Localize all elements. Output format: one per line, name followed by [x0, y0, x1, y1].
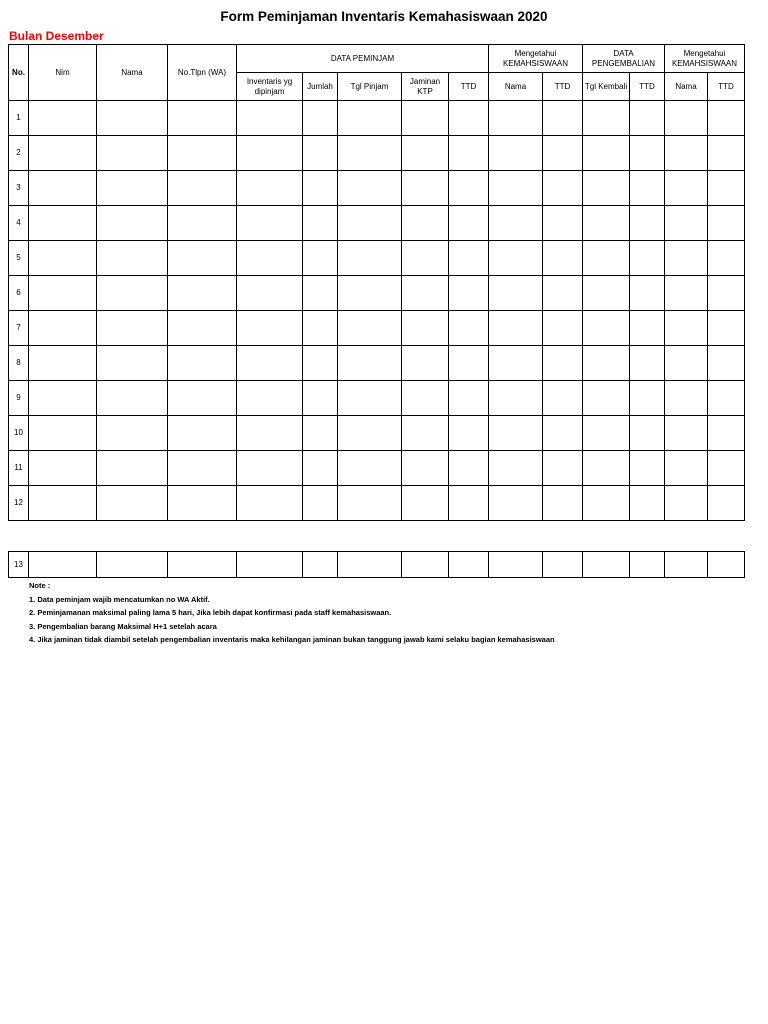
row-number: 12: [9, 486, 29, 521]
cell-ttd-4[interactable]: [708, 346, 745, 381]
cell-nama-1[interactable]: [489, 206, 543, 241]
cell-tgl-pinjam[interactable]: [338, 311, 402, 346]
cell-nama-2[interactable]: [665, 276, 708, 311]
cell-tgl-kembali[interactable]: [583, 276, 630, 311]
cell-nama-2[interactable]: [665, 346, 708, 381]
cell-ttd-1[interactable]: [449, 451, 489, 486]
header-nama-1: Nama: [489, 73, 543, 101]
table-row: [9, 451, 745, 486]
cell-ttd-2[interactable]: [543, 486, 583, 521]
cell-jaminan[interactable]: [402, 311, 449, 346]
cell-nama[interactable]: [97, 381, 168, 416]
cell-jaminan[interactable]: [402, 136, 449, 171]
cell-ttd-4[interactable]: [708, 416, 745, 451]
cell-jumlah[interactable]: [303, 311, 338, 346]
cell-nama-2[interactable]: [665, 206, 708, 241]
cell-tgl-kembali[interactable]: [583, 206, 630, 241]
extra-row-table: [8, 551, 745, 578]
cell-inventaris[interactable]: [237, 206, 303, 241]
cell-nama-1[interactable]: [489, 451, 543, 486]
note-item: 1. Data peminjam wajib mencatumkan no WA Aktif.: [29, 594, 210, 604]
cell-tgl-pinjam[interactable]: [338, 416, 402, 451]
row-number: 9: [9, 381, 29, 416]
cell-nama-1[interactable]: [489, 136, 543, 171]
cell-nama[interactable]: [97, 171, 168, 206]
cell-nim[interactable]: [29, 486, 97, 521]
cell-tgl-pinjam[interactable]: [338, 206, 402, 241]
cell-nama[interactable]: [97, 136, 168, 171]
cell-tlpn[interactable]: [168, 486, 237, 521]
note-item: 2. Peminjamanan maksimal paling lama 5 hari, Jika lebih dapat konfirmasi pada staff kemahasiswaan.: [29, 608, 392, 617]
cell-ttd-4[interactable]: [708, 241, 745, 276]
cell-jumlah[interactable]: [303, 346, 338, 381]
loan-form-table: [8, 44, 745, 521]
cell-ttd-1[interactable]: [449, 381, 489, 416]
cell-ttd-4[interactable]: [708, 276, 745, 311]
cell-tgl-pinjam[interactable]: [338, 486, 402, 521]
cell-nama-1[interactable]: [489, 171, 543, 206]
cell-ttd-3[interactable]: [630, 136, 665, 171]
cell-nama[interactable]: [97, 346, 168, 381]
notes-label: Note :: [29, 581, 51, 590]
cell-tgl-pinjam[interactable]: [338, 381, 402, 416]
cell-tgl-kembali[interactable]: [583, 136, 630, 171]
cell-nim[interactable]: [29, 171, 97, 206]
table-row: [9, 486, 745, 521]
cell-inventaris[interactable]: [237, 136, 303, 171]
cell-inventaris[interactable]: [237, 416, 303, 451]
header-no: No.: [9, 45, 29, 101]
cell-ttd-2[interactable]: [543, 311, 583, 346]
cell-ttd-2[interactable]: [543, 136, 583, 171]
cell-ttd-2[interactable]: [543, 381, 583, 416]
cell-nama[interactable]: [97, 311, 168, 346]
cell-nama-2[interactable]: [665, 451, 708, 486]
month-label: Bulan Desember: [9, 29, 104, 43]
cell-jumlah[interactable]: [303, 136, 338, 171]
table-row: [9, 311, 745, 346]
cell-nama-2[interactable]: [665, 136, 708, 171]
cell-ttd-1[interactable]: [449, 416, 489, 451]
cell-tgl-kembali[interactable]: [583, 381, 630, 416]
cell-inventaris[interactable]: [237, 101, 303, 136]
cell-nama-2[interactable]: [665, 416, 708, 451]
cell-tgl-kembali[interactable]: [583, 311, 630, 346]
cell-ttd-1[interactable]: [449, 311, 489, 346]
header-ttd-3: TTD: [630, 73, 665, 101]
row-number: 10: [9, 416, 29, 451]
header-mengetahui-1: Mengetahui KEMAHSISWAAN: [489, 45, 583, 73]
cell-jaminan[interactable]: [402, 552, 449, 578]
table-row: [9, 101, 745, 136]
cell-inventaris[interactable]: [237, 346, 303, 381]
cell-jaminan[interactable]: [402, 206, 449, 241]
cell-nama-2[interactable]: [665, 552, 708, 578]
cell-ttd-3[interactable]: [630, 416, 665, 451]
cell-tlpn[interactable]: [168, 171, 237, 206]
cell-tgl-kembali[interactable]: [583, 416, 630, 451]
header-ttd-4: TTD: [708, 73, 745, 101]
cell-nama-2[interactable]: [665, 101, 708, 136]
cell-ttd-3[interactable]: [630, 206, 665, 241]
cell-nim[interactable]: [29, 552, 97, 578]
header-tgl-pinjam: Tgl Pinjam: [338, 73, 402, 101]
table-row: [9, 381, 745, 416]
header-tlpn: No.Tlpn (WA): [168, 45, 237, 101]
cell-ttd-4[interactable]: [708, 171, 745, 206]
cell-nim[interactable]: [29, 346, 97, 381]
table-row: [9, 276, 745, 311]
cell-jaminan[interactable]: [402, 381, 449, 416]
row-number: 5: [9, 241, 29, 276]
cell-nim[interactable]: [29, 206, 97, 241]
table-row: [9, 206, 745, 241]
row-number: 11: [9, 451, 29, 486]
note-item: 4. Jika jaminan tidak diambil setelah pengembalian inventaris maka kehilangan jaminan bukan tanggung jawab kami selaku bagian kemahasiswaan: [29, 635, 555, 644]
cell-ttd-4[interactable]: [708, 552, 745, 578]
cell-ttd-1[interactable]: [449, 241, 489, 276]
cell-nama-1[interactable]: [489, 552, 543, 578]
cell-nim[interactable]: [29, 311, 97, 346]
cell-inventaris[interactable]: [237, 486, 303, 521]
cell-ttd-3[interactable]: [630, 171, 665, 206]
cell-ttd-2[interactable]: [543, 416, 583, 451]
cell-ttd-4[interactable]: [708, 381, 745, 416]
cell-jaminan[interactable]: [402, 171, 449, 206]
cell-nama-2[interactable]: [665, 381, 708, 416]
cell-jaminan[interactable]: [402, 241, 449, 276]
cell-nama-1[interactable]: [489, 241, 543, 276]
cell-tlpn[interactable]: [168, 136, 237, 171]
row-number: 7: [9, 311, 29, 346]
cell-tgl-kembali[interactable]: [583, 552, 630, 578]
cell-tgl-pinjam[interactable]: [338, 171, 402, 206]
cell-jumlah[interactable]: [303, 552, 338, 578]
row-number: 8: [9, 346, 29, 381]
cell-nama-2[interactable]: [665, 486, 708, 521]
cell-ttd-2[interactable]: [543, 171, 583, 206]
cell-tgl-pinjam[interactable]: [338, 276, 402, 311]
cell-nama-2[interactable]: [665, 171, 708, 206]
cell-tgl-kembali[interactable]: [583, 486, 630, 521]
cell-tlpn[interactable]: [168, 311, 237, 346]
cell-tlpn[interactable]: [168, 101, 237, 136]
cell-nama-1[interactable]: [489, 381, 543, 416]
cell-ttd-1[interactable]: [449, 136, 489, 171]
cell-nim[interactable]: [29, 451, 97, 486]
cell-jumlah[interactable]: [303, 381, 338, 416]
cell-tgl-kembali[interactable]: [583, 451, 630, 486]
table-row: [9, 416, 745, 451]
header-data-pengembalian: DATA PENGEMBALIAN: [583, 45, 665, 73]
cell-ttd-2[interactable]: [543, 206, 583, 241]
cell-jaminan[interactable]: [402, 451, 449, 486]
cell-ttd-3[interactable]: [630, 241, 665, 276]
cell-jaminan[interactable]: [402, 416, 449, 451]
cell-nama[interactable]: [97, 206, 168, 241]
row-number: 1: [9, 101, 29, 136]
cell-tlpn[interactable]: [168, 416, 237, 451]
cell-ttd-4[interactable]: [708, 451, 745, 486]
cell-ttd-2[interactable]: [543, 552, 583, 578]
cell-ttd-1[interactable]: [449, 171, 489, 206]
note-item: 3. Pengembalian barang Maksimal H+1 setelah acara: [29, 621, 217, 631]
cell-ttd-2[interactable]: [543, 346, 583, 381]
cell-tgl-pinjam[interactable]: [338, 346, 402, 381]
cell-ttd-3[interactable]: [630, 311, 665, 346]
cell-inventaris[interactable]: [237, 381, 303, 416]
cell-nama[interactable]: [97, 451, 168, 486]
header-ttd-2: TTD: [543, 73, 583, 101]
cell-ttd-1[interactable]: [449, 206, 489, 241]
cell-ttd-4[interactable]: [708, 136, 745, 171]
cell-jumlah[interactable]: [303, 416, 338, 451]
cell-ttd-3[interactable]: [630, 276, 665, 311]
row-number: 13: [9, 552, 29, 578]
cell-nim[interactable]: [29, 101, 97, 136]
cell-nama-2[interactable]: [665, 311, 708, 346]
cell-jumlah[interactable]: [303, 241, 338, 276]
table-row: [9, 136, 745, 171]
cell-ttd-4[interactable]: [708, 101, 745, 136]
header-nim: Nim: [29, 45, 97, 101]
cell-nama-1[interactable]: [489, 311, 543, 346]
cell-tlpn[interactable]: [168, 276, 237, 311]
cell-nama-1[interactable]: [489, 486, 543, 521]
table-row: [9, 241, 745, 276]
cell-inventaris[interactable]: [237, 241, 303, 276]
cell-nama-1[interactable]: [489, 276, 543, 311]
cell-tgl-pinjam[interactable]: [338, 552, 402, 578]
cell-nama[interactable]: [97, 276, 168, 311]
table-row: [9, 552, 745, 578]
cell-jaminan[interactable]: [402, 346, 449, 381]
cell-ttd-3[interactable]: [630, 552, 665, 578]
row-number: 6: [9, 276, 29, 311]
cell-tgl-kembali[interactable]: [583, 171, 630, 206]
row-number: 4: [9, 206, 29, 241]
cell-ttd-3[interactable]: [630, 101, 665, 136]
cell-ttd-3[interactable]: [630, 346, 665, 381]
header-ttd-1: TTD: [449, 73, 489, 101]
cell-ttd-4[interactable]: [708, 311, 745, 346]
header-nama-2: Nama: [665, 73, 708, 101]
cell-tlpn[interactable]: [168, 346, 237, 381]
cell-tlpn[interactable]: [168, 206, 237, 241]
header-nama: Nama: [97, 45, 168, 101]
cell-nama[interactable]: [97, 416, 168, 451]
cell-ttd-2[interactable]: [543, 451, 583, 486]
cell-nama[interactable]: [97, 101, 168, 136]
cell-ttd-4[interactable]: [708, 206, 745, 241]
table-row: [9, 346, 745, 381]
cell-tgl-kembali[interactable]: [583, 241, 630, 276]
cell-inventaris[interactable]: [237, 171, 303, 206]
cell-tlpn[interactable]: [168, 552, 237, 578]
cell-tlpn[interactable]: [168, 241, 237, 276]
cell-ttd-2[interactable]: [543, 241, 583, 276]
cell-nama-1[interactable]: [489, 101, 543, 136]
cell-jumlah[interactable]: [303, 101, 338, 136]
cell-nama-1[interactable]: [489, 416, 543, 451]
cell-jumlah[interactable]: [303, 276, 338, 311]
cell-ttd-2[interactable]: [543, 101, 583, 136]
cell-jaminan[interactable]: [402, 276, 449, 311]
cell-nim[interactable]: [29, 136, 97, 171]
cell-tlpn[interactable]: [168, 451, 237, 486]
cell-nama[interactable]: [97, 552, 168, 578]
cell-tgl-kembali[interactable]: [583, 101, 630, 136]
header-jumlah: Jumlah: [303, 73, 338, 101]
cell-ttd-1[interactable]: [449, 346, 489, 381]
cell-ttd-4[interactable]: [708, 486, 745, 521]
cell-jumlah[interactable]: [303, 486, 338, 521]
cell-tgl-kembali[interactable]: [583, 346, 630, 381]
header-inventaris: Inventaris yg dipinjam: [237, 73, 303, 101]
cell-jaminan[interactable]: [402, 486, 449, 521]
row-number: 3: [9, 171, 29, 206]
cell-ttd-3[interactable]: [630, 381, 665, 416]
cell-tgl-pinjam[interactable]: [338, 101, 402, 136]
cell-jumlah[interactable]: [303, 206, 338, 241]
cell-nama[interactable]: [97, 241, 168, 276]
cell-ttd-2[interactable]: [543, 276, 583, 311]
cell-ttd-3[interactable]: [630, 486, 665, 521]
cell-nama-1[interactable]: [489, 346, 543, 381]
cell-ttd-1[interactable]: [449, 486, 489, 521]
row-number: 2: [9, 136, 29, 171]
cell-inventaris[interactable]: [237, 311, 303, 346]
cell-ttd-1[interactable]: [449, 101, 489, 136]
cell-ttd-3[interactable]: [630, 451, 665, 486]
table-row: [9, 171, 745, 206]
header-data-peminjam: DATA PEMINJAM: [237, 45, 489, 73]
cell-nama-2[interactable]: [665, 241, 708, 276]
form-title: Form Peminjaman Inventaris Kemahasiswaan 2020: [220, 9, 548, 24]
cell-inventaris[interactable]: [237, 276, 303, 311]
cell-jumlah[interactable]: [303, 451, 338, 486]
cell-tgl-pinjam[interactable]: [338, 136, 402, 171]
cell-nim[interactable]: [29, 241, 97, 276]
notes-section: [29, 579, 555, 647]
cell-nim[interactable]: [29, 276, 97, 311]
cell-nama[interactable]: [97, 486, 168, 521]
cell-inventaris[interactable]: [237, 552, 303, 578]
cell-nim[interactable]: [29, 381, 97, 416]
header-mengetahui-2: Mengetahui KEMAHSISWAAN: [665, 45, 745, 73]
header-jaminan: Jaminan KTP: [402, 73, 449, 101]
cell-inventaris[interactable]: [237, 451, 303, 486]
cell-ttd-1[interactable]: [449, 276, 489, 311]
cell-tgl-pinjam[interactable]: [338, 451, 402, 486]
cell-nim[interactable]: [29, 416, 97, 451]
cell-tgl-pinjam[interactable]: [338, 241, 402, 276]
cell-tlpn[interactable]: [168, 381, 237, 416]
cell-jumlah[interactable]: [303, 171, 338, 206]
header-tgl-kembali: Tgl Kembali: [583, 73, 630, 101]
cell-jaminan[interactable]: [402, 101, 449, 136]
table-body: [9, 101, 745, 521]
cell-ttd-1[interactable]: [449, 552, 489, 578]
